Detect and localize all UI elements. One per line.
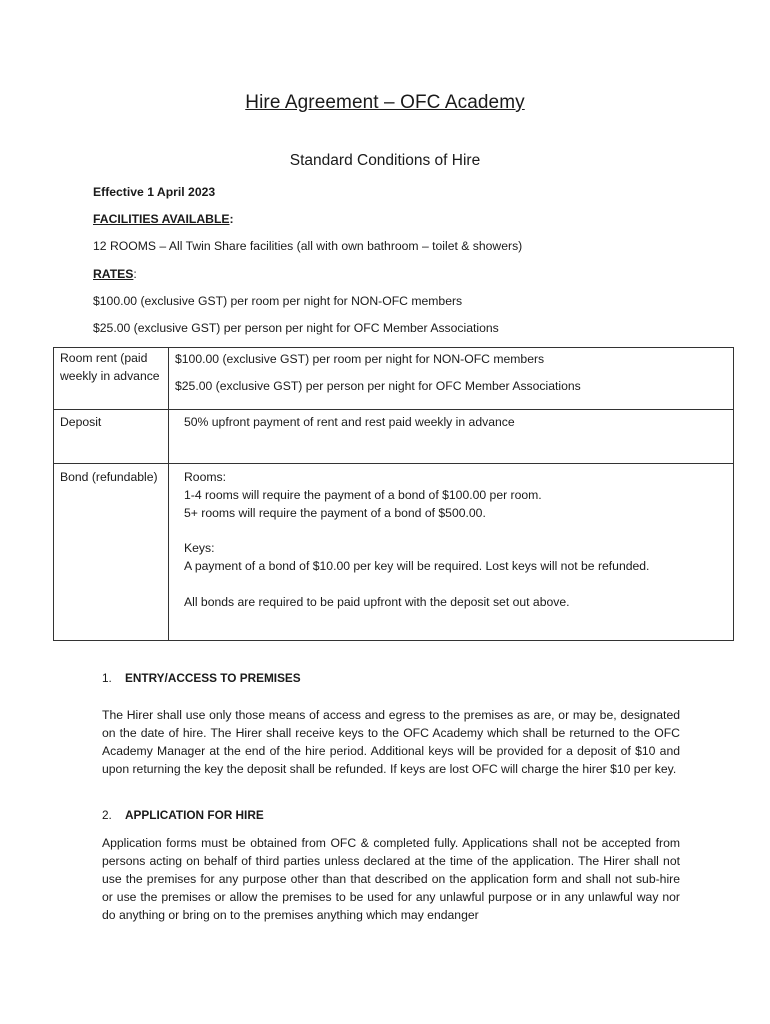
bond-rooms-1: 1-4 rooms will require the payment of a bond of $100.00 per room. (184, 488, 542, 502)
section-1-number: 1. (102, 671, 112, 685)
bond-value (169, 464, 734, 641)
section-2-heading (102, 808, 264, 822)
rates-line-non-ofc: $100.00 (exclusive GST) per room per night for NON-OFC members (93, 294, 463, 308)
deposit-text: 50% upfront payment of rent and rest paid weekly in advance (184, 415, 515, 429)
table-row (54, 410, 734, 464)
bond-keys-heading: Keys: (184, 541, 215, 555)
bond-label: Bond (refundable) (54, 464, 169, 641)
rates-line-ofc-members: $25.00 (exclusive GST) per person per night for OFC Member Associations (93, 321, 499, 335)
facilities-heading-colon: : (229, 212, 234, 226)
facilities-heading (93, 212, 234, 226)
section-2-number: 2. (102, 808, 112, 822)
room-rent-label: Room rent (paid weekly in advance (54, 348, 169, 410)
section-2-text: Application forms must be obtained from OFC & completed fully. Applications shall not be accepted from persons acting on behalf of third parties unless declared at the time of the application. The Hirer shall not use the premises for any purpose other than that described on the application form and shall not sub-hire or use the premises or allow the premises to be used for any unlawful purpose or in any unlawful way nor do anything or bring on to the premises anything which may endanger (102, 836, 680, 922)
room-rent-line-2: $25.00 (exclusive GST) per person per night for OFC Member Associations (175, 379, 581, 393)
document-title: Hire Agreement – OFC Academy (245, 92, 525, 113)
deposit-label: Deposit (54, 410, 169, 464)
facilities-text: 12 ROOMS – All Twin Share facilities (all with own bathroom – toilet & showers) (93, 239, 523, 253)
rates-heading (93, 267, 137, 281)
rates-table (53, 347, 734, 641)
section-1-heading (102, 671, 301, 685)
section-1-text: The Hirer shall use only those means of access and egress to the premises as are, or may be, designated on the date of hire. The Hirer shall receive keys to the OFC Academy which shall be returned to the OFC Academy Manager at the end of the hire period. Additional keys will be provided for a deposit of $10 and upon returning the key the deposit shall be refunded. If keys are lost OFC will charge the hirer $10 per key. (102, 708, 680, 776)
document-subtitle: Standard Conditions of Hire (289, 152, 481, 169)
rates-heading-colon: : (133, 267, 137, 281)
section-2-title: APPLICATION FOR HIRE (125, 808, 264, 822)
table-row (54, 464, 734, 641)
bond-rooms-heading: Rooms: (184, 470, 226, 484)
table-row (54, 348, 734, 410)
bond-rooms-2: 5+ rooms will require the payment of a bond of $500.00. (184, 506, 486, 520)
room-rent-line-1: $100.00 (exclusive GST) per room per night for NON-OFC members (175, 352, 545, 366)
rates-heading-text: RATES (93, 267, 134, 281)
deposit-value (169, 410, 734, 464)
facilities-heading-text: FACILITIES AVAILABLE (93, 212, 230, 226)
effective-date: Effective 1 April 2023 (93, 185, 216, 199)
room-rent-value (169, 348, 734, 410)
bond-all-note: All bonds are required to be paid upfront with the deposit set out above. (184, 595, 570, 609)
section-1-title: ENTRY/ACCESS TO PREMISES (125, 671, 301, 685)
bond-keys-text: A payment of a bond of $10.00 per key will be required. Lost keys will not be refunded. (184, 559, 650, 573)
